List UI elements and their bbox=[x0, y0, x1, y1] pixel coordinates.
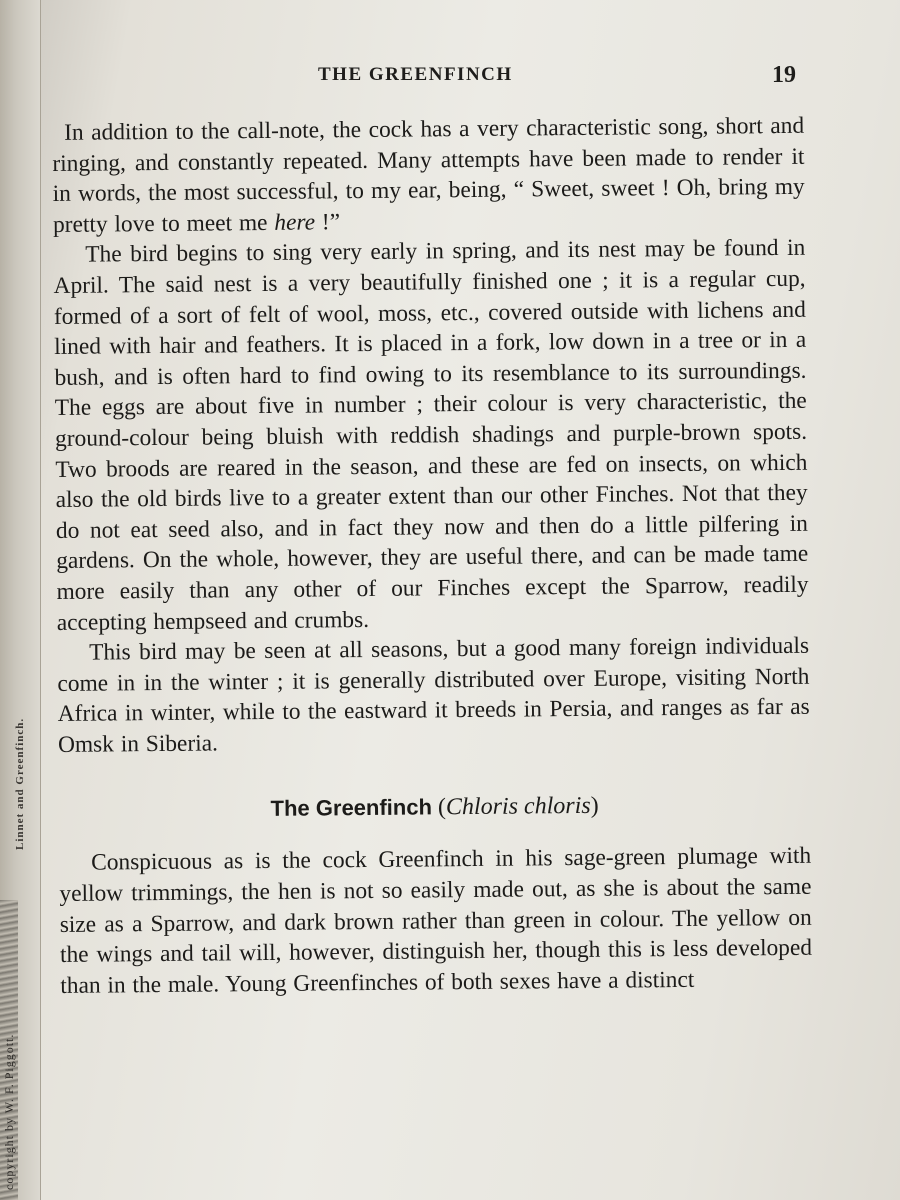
plate-caption: copyright by W. F. Piggott. bbox=[2, 1033, 16, 1190]
heading-open-paren: ( bbox=[431, 794, 447, 821]
paragraph-call-note-end: !” bbox=[314, 209, 341, 236]
section-heading-greenfinch bbox=[59, 789, 811, 826]
heading-common-name: The Greenfinch bbox=[270, 794, 433, 822]
paragraph-distribution: This bird may be seen at all seasons, but a good many foreign individuals come in in the winter ; it is generally distributed over Europe, visiting North Africa in winter, while to the eastward it breeds in Persia, and ranges as far as Omsk in Siberia. bbox=[57, 632, 810, 758]
paragraph-nesting: The bird begins to sing very early in spring, and its nest may be found in April. The said nest is a very beautifully finished one ; it is a regular cup, formed of a sort of felt of wool, moss, etc., covered outside with lichens and lined with hair and feathers. It is placed in a fork, low down in a tree or in a bush, and is often hard to find owing to its resemblance to its surroundings. The eggs are about five in number ; their colour is very characteristic, the ground-colour being bluish with reddish shadings and purple-brown spots. Two broods are reared in the season, and these are fed on insects, on which also the old birds live to a greater extent than our other Finches. Not that they do not eat seed also, and in fact they now and then do a little pilfering in gardens. On the whole, however, they are useful there, and can be made tame more easily than any other of our Finches except the Sparrow, readily accepting hempseed and crumbs. bbox=[53, 235, 809, 636]
heading-scientific-name: Chloris chloris bbox=[445, 793, 591, 821]
emphasis-here: here bbox=[274, 209, 316, 236]
heading-close-paren: ) bbox=[590, 793, 599, 820]
page-number: 19 bbox=[772, 62, 796, 88]
paragraph-plumage: Conspicuous as is the cock Greenfinch in his sage-green plumage with yellow trimmings, the hen is not so easily made out, as she is about the same size as a Sparrow, and dark brown rather than green in colour. The yellow on the wings and tail will, however, distinguish her, though this is less developed than in the male. Young Greenfinches of both sexes have a distinct bbox=[59, 843, 813, 999]
plate-title: Linnet and Greenfinch. bbox=[14, 717, 26, 850]
paragraph-call-note bbox=[52, 111, 805, 241]
body-text bbox=[52, 111, 812, 1002]
running-head: THE GREENFINCH bbox=[318, 64, 513, 85]
paragraph-call-note-text: In addition to the call-note, the cock has a very characteristic song, short and ringing, and constantly repeated. Many attempts have been made to render it in words, the most successful, to my ear, being, “ Sweet, sweet ! Oh, bring my pretty love to meet me bbox=[52, 112, 805, 238]
